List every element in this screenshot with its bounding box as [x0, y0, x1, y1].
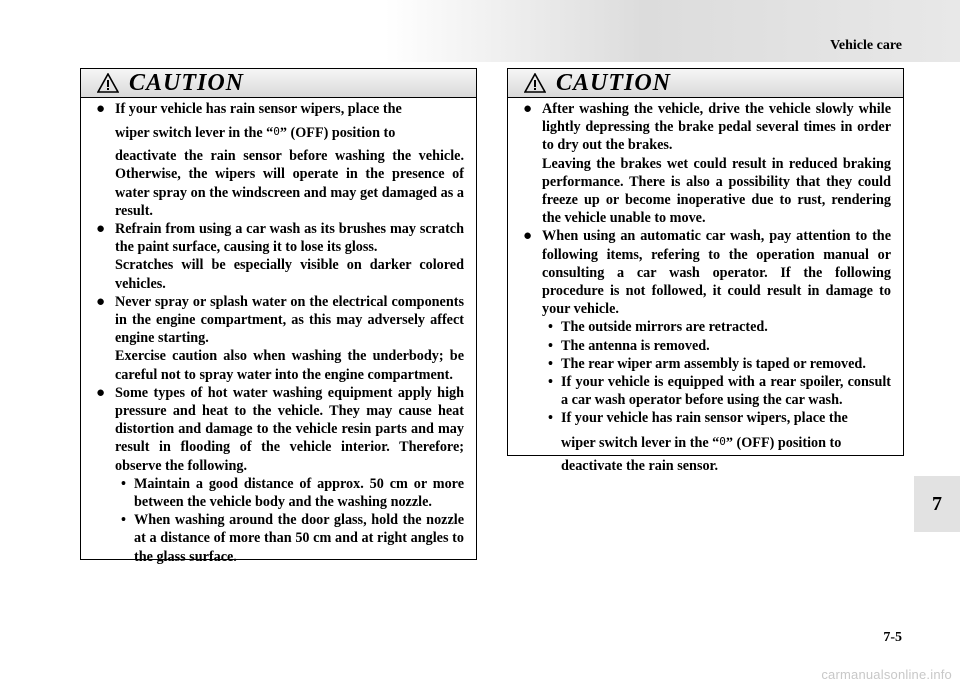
caution-title: CAUTION: [129, 69, 245, 96]
chapter-tab: 7: [914, 476, 960, 532]
caution-box-left: [80, 68, 477, 565]
sub-item-text: The rear wiper arm assembly is taped or removed.: [561, 355, 866, 372]
sub-item-text: Maintain a good distance of approx. 50 cm or more between the vehicle body and the washing nozzle.: [134, 475, 464, 511]
caution-title: CAUTION: [556, 69, 672, 96]
dot-bullet-icon: •: [121, 512, 126, 529]
bullet-icon: ●: [96, 101, 106, 117]
caution-body: [81, 98, 476, 566]
caution-item: [96, 384, 464, 566]
sub-item: [542, 318, 891, 336]
sub-item: [115, 511, 464, 566]
item-text: Scratches will be especially visible on darker colored vehicles.: [115, 257, 464, 292]
sub-item-text: If your vehicle has rain sensor wipers, place the: [561, 410, 848, 427]
sub-item-text-part: wiper switch lever in the “: [561, 434, 720, 451]
section-title: Vehicle care: [830, 38, 902, 53]
bullet-icon: ●: [96, 221, 106, 238]
caution-item: [523, 100, 891, 227]
sub-item-text: The outside mirrors are retracted.: [561, 319, 768, 336]
caution-header: [508, 69, 903, 98]
item-text: Refrain from using a car wash as its brushes may scratch the paint surface, causing it to lose its gloss.: [115, 221, 464, 256]
dot-bullet-icon: •: [548, 410, 553, 427]
item-text: Some types of hot water washing equipment apply high pressure and heat to the vehicle. They may cause heat distortion and damage to the vehicle resin parts and may result in flooding of the vehicle interior. Therefore; observe the following.: [115, 384, 464, 474]
item-text: After washing the vehicle, drive the vehicle slowly while lightly depressing the brake pedal several times in order to dry out the brakes.: [542, 101, 891, 154]
item-text: deactivate the rain sensor before washing the vehicle. Otherwise, the wipers will operate in the presence of water spray on the windscreen and may get damaged as a result.: [115, 148, 464, 219]
bullet-icon: ●: [523, 101, 533, 117]
sub-item: [542, 373, 891, 409]
caution-item: [523, 227, 891, 474]
caution-box-right: [507, 68, 904, 474]
dot-bullet-icon: •: [548, 319, 553, 336]
watermark: carmanualsonline.info: [821, 667, 952, 682]
sub-item-text: The antenna is removed.: [561, 337, 710, 354]
caution-body: [508, 98, 903, 475]
sub-item: [115, 475, 464, 511]
caution-item: [96, 100, 464, 220]
dot-bullet-icon: •: [548, 374, 553, 391]
item-text: Leaving the brakes wet could result in reduced braking performance. There is also a possibility that they could freeze up or become inoperative due to rust, rendering the vehicle unable to move.: [542, 155, 891, 227]
caution-header: [81, 69, 476, 98]
sub-item-symbol-line: [561, 428, 891, 457]
sub-item-text: When washing around the door glass, hold the nozzle at a distance of more than 50 cm and at right angles to the glass surface.: [134, 512, 464, 565]
item-text-part: ” (OFF) position to: [279, 125, 396, 142]
item-text: Exercise caution also when washing the underbody; be careful not to spray water into the engine compartment.: [115, 348, 464, 383]
bullet-icon: ●: [523, 228, 533, 245]
caution-item: [96, 293, 464, 384]
bullet-icon: ●: [96, 384, 106, 401]
page-number: 7-5: [883, 630, 902, 645]
wiper-off-symbol-icon: 0: [719, 434, 726, 448]
sub-item: [542, 409, 891, 474]
warning-triangle-icon: [524, 73, 546, 93]
wiper-off-symbol-icon: 0: [273, 125, 280, 139]
item-text: Never spray or splash water on the electrical components in the engine compartment, as this may adversely affect engine starting.: [115, 293, 464, 347]
sub-item: [542, 355, 891, 373]
dot-bullet-icon: •: [121, 475, 126, 492]
dot-bullet-icon: •: [548, 355, 553, 372]
item-text: When using an automatic car wash, pay attention to the following items, refering to the operation manual or consulting a car wash operator. If the following procedure is not followed, it could result in damage to your vehicle.: [542, 228, 891, 318]
item-text-part: wiper switch lever in the “: [115, 125, 274, 142]
item-text: If your vehicle has rain sensor wipers, place the: [115, 101, 402, 117]
sub-item-text-part: ” (OFF) position to: [725, 434, 842, 451]
dot-bullet-icon: •: [548, 337, 553, 354]
caution-item: [96, 220, 464, 293]
warning-triangle-icon: [97, 73, 119, 93]
sub-item-text: deactivate the rain sensor.: [561, 457, 719, 474]
sub-item: [542, 337, 891, 355]
item-text-symbol-line: [115, 118, 464, 147]
sub-item-text: If your vehicle is equipped with a rear spoiler, consult a car wash operator before using the car wash.: [561, 374, 891, 409]
bullet-icon: ●: [96, 293, 106, 310]
